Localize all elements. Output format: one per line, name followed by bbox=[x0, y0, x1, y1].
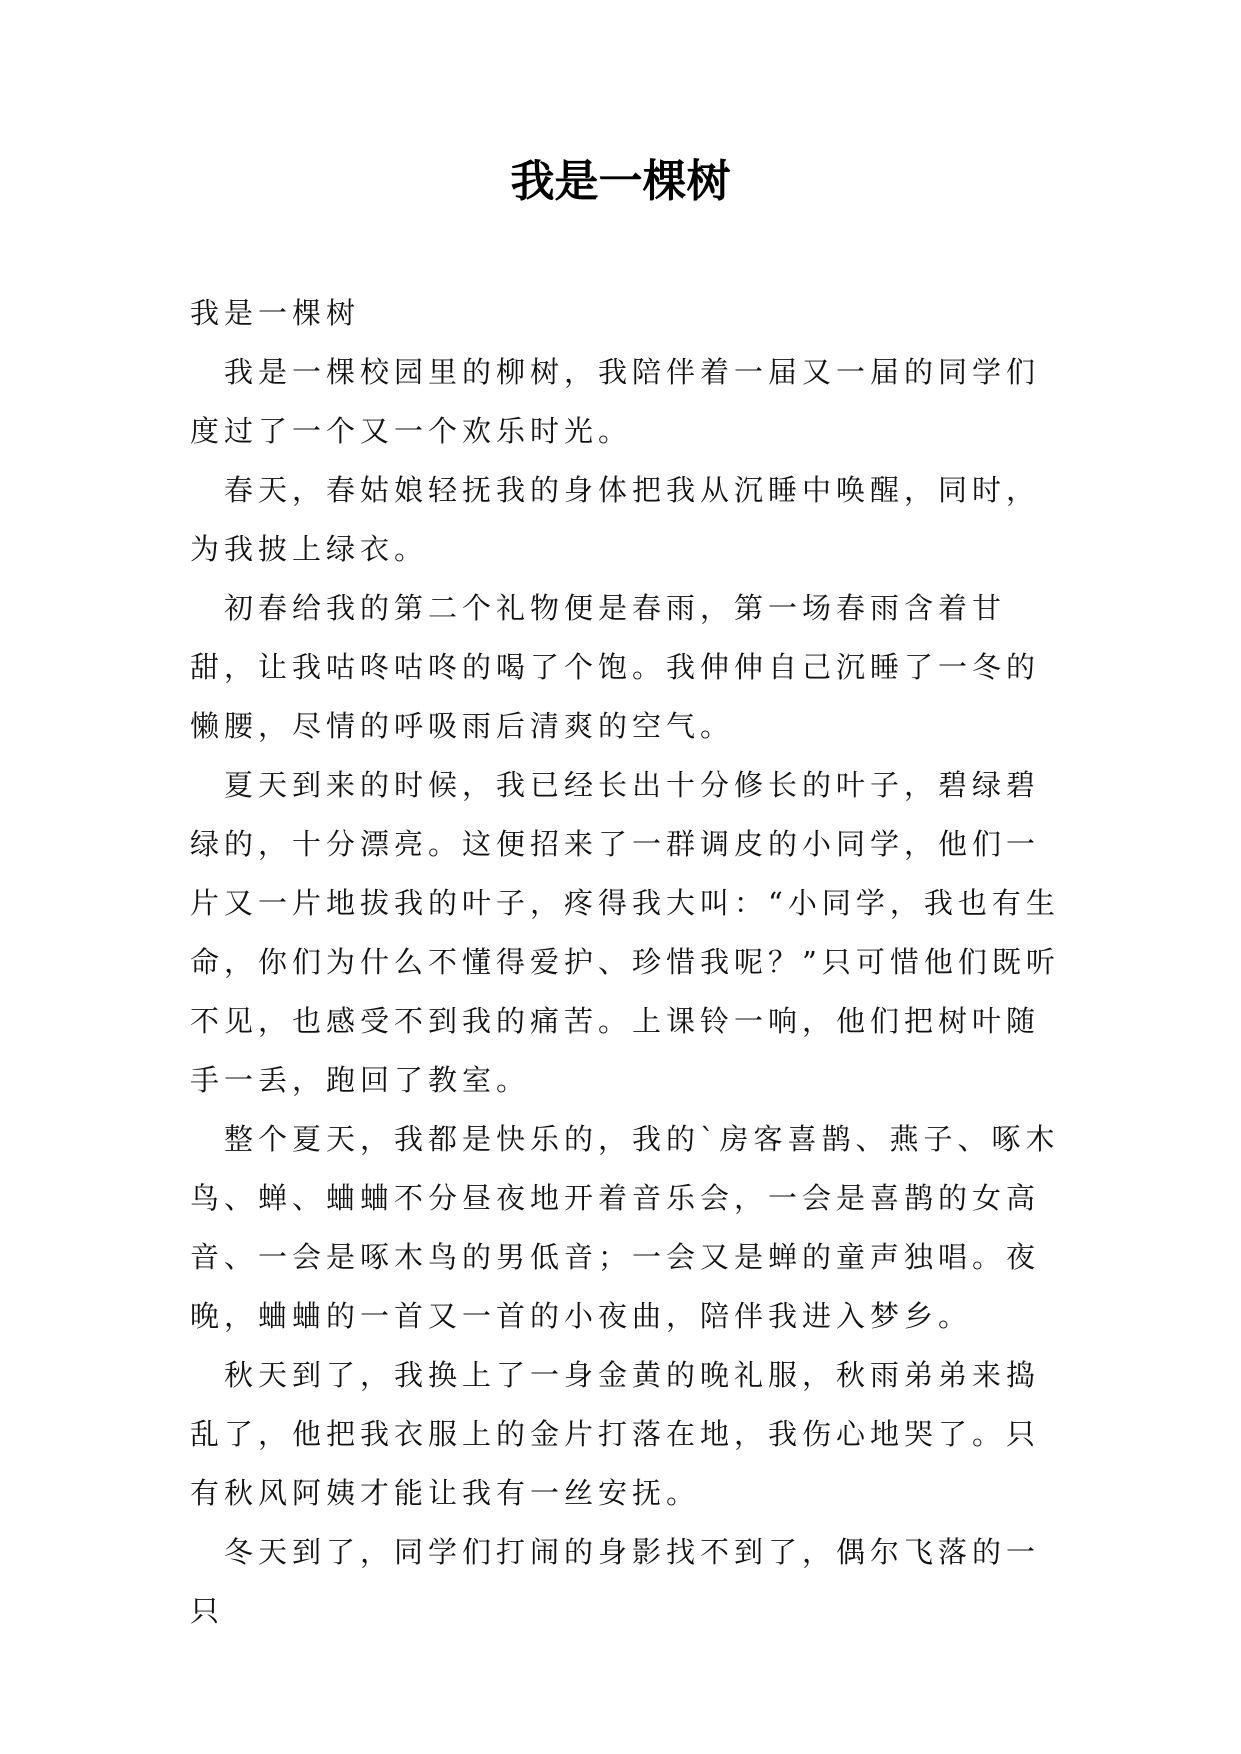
paragraph: 初春给我的第二个礼物便是春雨，第一场春雨含着甘甜，让我咕咚咕咚的喝了个饱。我伸伸自己沉睡了一冬的懒腰，尽情的呼吸雨后清爽的空气。 bbox=[190, 591, 1041, 743]
paragraph: 冬天到了，同学们打闹的身影找不到了，偶尔飞落的一只 bbox=[190, 1535, 1041, 1628]
document-title: 我是一棵树 bbox=[510, 156, 731, 207]
paragraph: 我是一棵校园里的柳树，我陪伴着一届又一届的同学们度过了一个又一个欢乐时光。 bbox=[190, 355, 1041, 448]
paragraph: 夏天到来的时候，我已经长出十分修长的叶子，碧绿碧绿的，十分漂亮。这便招来了一群调皮的小同学，他们一片又一片地拔我的叶子，疼得我大叫：“小同学，我也有生命，你们为什么不懂得爱护、珍惜我呢？”只可惜他们既听不见，也感受不到我的痛苦。上课铃一响，他们把树叶随手一丢，跑回了教室。 bbox=[190, 768, 1060, 1097]
paragraph: 秋天到了，我换上了一身金黄的晚礼服，秋雨弟弟来捣乱了，他把我衣服上的金片打落在地，我伤心地哭了。只有秋风阿姨才能让我有一丝安抚。 bbox=[190, 1358, 1041, 1510]
document-subtitle: 我是一棵树 bbox=[190, 296, 361, 330]
paragraph: 春天，春姑娘轻抚我的身体把我从沉睡中唤醒，同时，为我披上绿衣。 bbox=[190, 473, 1041, 566]
document-body bbox=[190, 284, 1060, 1641]
paragraph: 整个夏天，我都是快乐的，我的`房客喜鹊、燕子、啄木鸟、蝉、蛐蛐不分昼夜地开着音乐会，一会是喜鹊的女高音、一会是啄木鸟的男低音；一会又是蝉的童声独唱。夜晚，蛐蛐的一首又一首的小夜曲，陪伴我进入梦乡。 bbox=[190, 1122, 1060, 1333]
